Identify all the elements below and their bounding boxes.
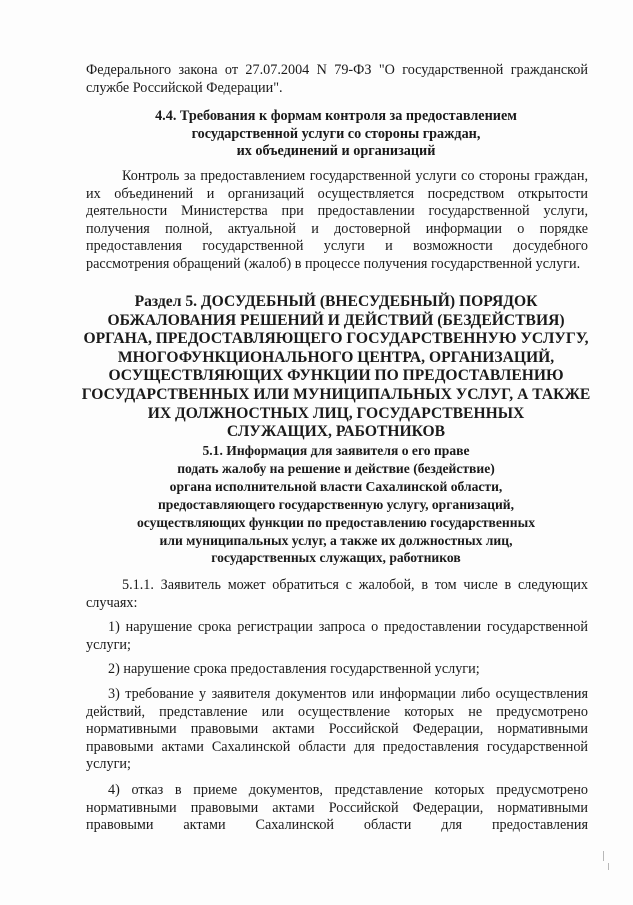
heading-line: 5.1. Информация для заявителя о его праве — [202, 443, 470, 458]
section-4-4-body: Контроль за предоставлением государственной услуги со стороны граждан, их объединений и организаций осуществляется посредством открытости деятельности Министерства при предоставлении государственной услуги, получения полной, актуальной и достоверной информации о порядке предоставления государственной услуги и возможности досудебного рассмотрения обращений (жалоб) в процессе получения государственной услуги. — [86, 168, 588, 272]
list-item-2: 2) нарушение срока предоставления государственной услуги; — [108, 661, 480, 677]
scan-speck — [608, 863, 609, 870]
section-5-1-heading — [70, 442, 602, 567]
scan-speck — [603, 851, 604, 861]
heading-line: ГОСУДАРСТВЕННЫХ ИЛИ МУНИЦИПАЛЬНЫХ УСЛУГ, А ТАКЖЕ — [81, 385, 591, 403]
section-4-4-heading — [70, 108, 602, 161]
heading-line: ОБЖАЛОВАНИЯ РЕШЕНИЙ И ДЕЙСТВИЙ (БЕЗДЕЙСТВИЯ) — [107, 311, 565, 329]
heading-line: СЛУЖАЩИХ, РАБОТНИКОВ — [226, 423, 446, 441]
paragraph-5-1-1: 5.1.1. Заявитель может обратиться с жалобой, в том числе в следующих случаях: — [86, 577, 588, 611]
heading-line: ОРГАНА, ПРЕДОСТАВЛЯЮЩЕГО ГОСУДАРСТВЕННУЮ УСЛУГУ, — [83, 330, 589, 348]
heading-line: или муниципальных услуг, а также их должностных лиц, — [159, 532, 513, 548]
section-5-heading — [70, 293, 602, 442]
heading-line: ИХ ДОЛЖНОСТНЫХ ЛИЦ, ГОСУДАРСТВЕННЫХ — [147, 404, 525, 422]
heading-line: предоставляющего государственную услугу, организаций, — [157, 496, 515, 512]
heading-line: подать жалобу на решение и действие (бездействие) — [177, 460, 495, 476]
list-item-4: 4) отказ в приеме документов, представление которых предусмотрено нормативными правовыми актами Российской Федерации, нормативными правовыми актами Сахалинской области для предоставления — [86, 782, 588, 833]
heading-line: их объединений и организаций — [236, 143, 436, 159]
intro-paragraph: Федерального закона от 27.07.2004 N 79-ФЗ "О государственной гражданской службе Российской Федерации". — [86, 62, 588, 96]
heading-line: МНОГОФУНКЦИОНАЛЬНОГО ЦЕНТРА, ОРГАНИЗАЦИЙ, — [117, 348, 555, 366]
heading-line: государственной услуги со стороны граждан, — [191, 125, 481, 142]
heading-line: государственных служащих, работников — [211, 550, 461, 566]
list-item-3: 3) требование у заявителя документов или информации либо осуществления действий, представление или осуществление которых не предусмотрено нормативными правовыми актами Российской Федерации, нормативными правовыми актами Сахалинской области для предоставления государственной услуги; — [86, 686, 588, 772]
heading-line: органа исполнительной власти Сахалинской области, — [169, 478, 503, 494]
list-item-1: 1) нарушение срока регистрации запроса о предоставлении государственной услуги; — [86, 619, 588, 653]
heading-line: осуществляющих функции по предоставлению государственных — [136, 514, 535, 530]
heading-line: 4.4. Требования к формам контроля за предоставлением — [155, 108, 517, 124]
heading-line: Раздел 5. ДОСУДЕБНЫЙ (ВНЕСУДЕБНЫЙ) ПОРЯДОК — [134, 293, 538, 310]
heading-line: ОСУЩЕСТВЛЯЮЩИХ ФУНКЦИИ ПО ПРЕДОСТАВЛЕНИЮ — [108, 367, 564, 385]
